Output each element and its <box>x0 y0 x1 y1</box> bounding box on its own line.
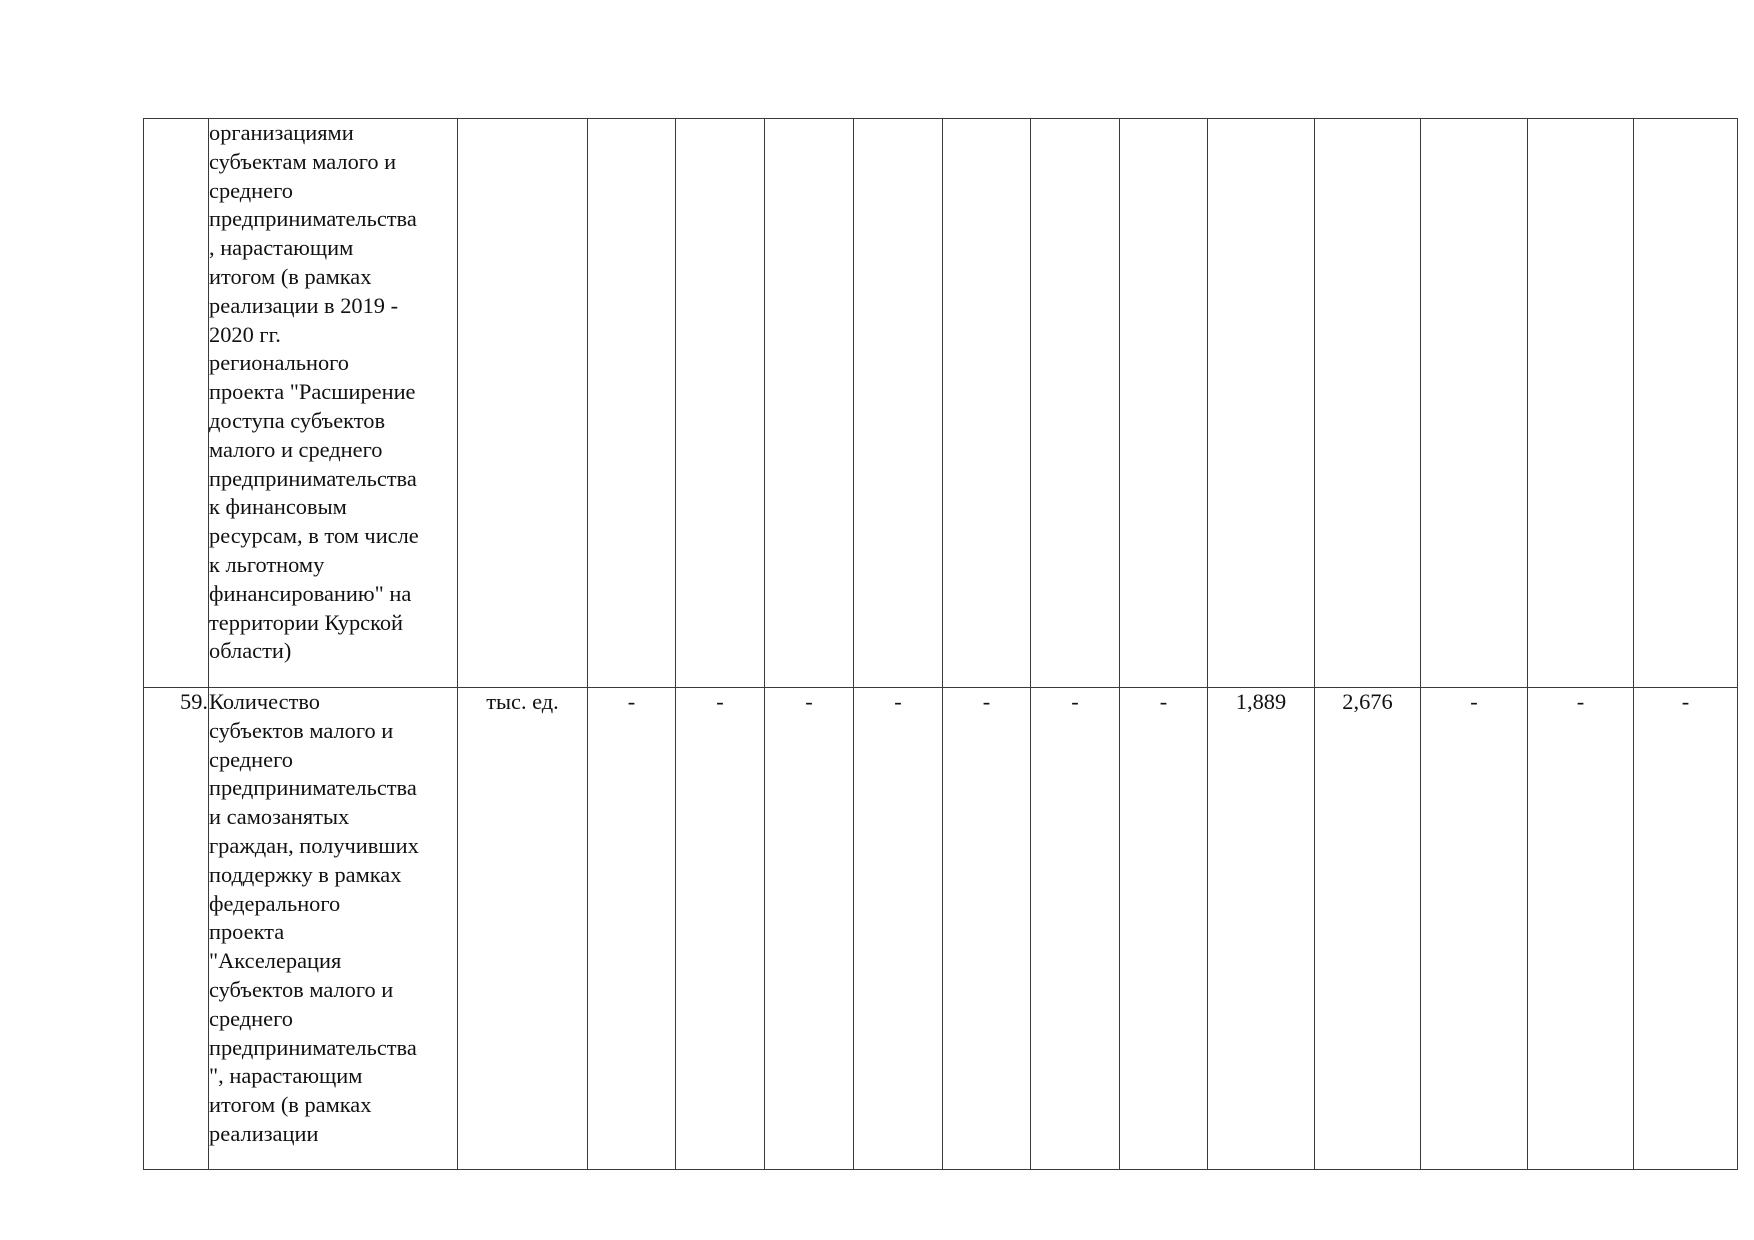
name-line: реализации в 2019 - <box>209 292 399 318</box>
value-cell: - <box>588 688 676 1170</box>
table-row <box>144 688 1738 1170</box>
name-line: малого и среднего <box>209 436 383 462</box>
name-line: субъектов малого и <box>209 717 394 743</box>
value-cell <box>1421 119 1528 688</box>
name-line: поддержку в рамках <box>209 861 402 887</box>
value-cell <box>943 119 1031 688</box>
row-number <box>144 119 209 688</box>
name-line: предпринимательства <box>209 465 417 491</box>
value-cell <box>1634 119 1738 688</box>
name-line: организациями <box>209 120 354 145</box>
value-cell: - <box>1528 688 1634 1170</box>
value-cell <box>1208 119 1315 688</box>
unit-cell: тыс. ед. <box>458 688 588 1170</box>
name-line: среднего <box>209 177 293 203</box>
name-line: итогом (в рамках <box>209 1092 372 1118</box>
name-line: области) <box>209 638 292 664</box>
name-line: доступа субъектов <box>209 407 386 433</box>
name-line: проекта "Расширение <box>209 379 416 405</box>
name-line: к льготному <box>209 551 325 577</box>
value-cell <box>1031 119 1120 688</box>
value-cell: - <box>1120 688 1208 1170</box>
name-line: территории Курской <box>209 609 404 635</box>
name-line: субъектов малого и <box>209 976 394 1002</box>
name-line: ", нарастающим <box>209 1063 363 1089</box>
name-line: и самозанятых <box>209 804 350 830</box>
value-cell <box>588 119 676 688</box>
value-cell: - <box>1031 688 1120 1170</box>
name-line: к финансовым <box>209 494 347 520</box>
name-line: федерального <box>209 890 341 916</box>
value-cell: - <box>676 688 765 1170</box>
indicator-name <box>209 119 458 688</box>
name-line: "Акселерация <box>209 948 342 974</box>
value-cell <box>854 119 943 688</box>
value-cell <box>1528 119 1634 688</box>
name-line: 2020 гг. <box>209 321 281 347</box>
name-line: ресурсам, в том числе <box>209 523 419 549</box>
name-line: регионального <box>209 350 349 376</box>
value-cell <box>765 119 854 688</box>
value-cell: - <box>1421 688 1528 1170</box>
name-line: предпринимательства <box>209 1034 417 1060</box>
unit-cell <box>458 119 588 688</box>
name-line: граждан, получивших <box>209 832 419 858</box>
value-cell: 2,676 <box>1315 688 1421 1170</box>
name-line: предпринимательства <box>209 775 417 801</box>
name-line: реализации <box>209 1120 319 1146</box>
name-line: Количество <box>209 689 320 714</box>
table-row <box>144 119 1738 688</box>
name-line: финансированию" на <box>209 580 412 606</box>
value-cell: 1,889 <box>1208 688 1315 1170</box>
value-cell: - <box>1634 688 1738 1170</box>
indicator-name <box>209 688 458 1170</box>
value-cell: - <box>943 688 1031 1170</box>
value-cell <box>1120 119 1208 688</box>
value-cell <box>676 119 765 688</box>
row-number: 59. <box>144 688 209 1170</box>
value-cell: - <box>765 688 854 1170</box>
name-line: среднего <box>209 746 293 772</box>
name-line: , нарастающим <box>209 235 354 261</box>
name-line: итогом (в рамках <box>209 263 372 289</box>
indicators-table <box>143 118 1738 1170</box>
value-cell: - <box>854 688 943 1170</box>
value-cell <box>1315 119 1421 688</box>
name-line: проекта <box>209 919 285 945</box>
name-line: субъектам малого и <box>209 148 397 174</box>
name-line: предпринимательства <box>209 206 417 232</box>
name-line: среднего <box>209 1005 293 1031</box>
